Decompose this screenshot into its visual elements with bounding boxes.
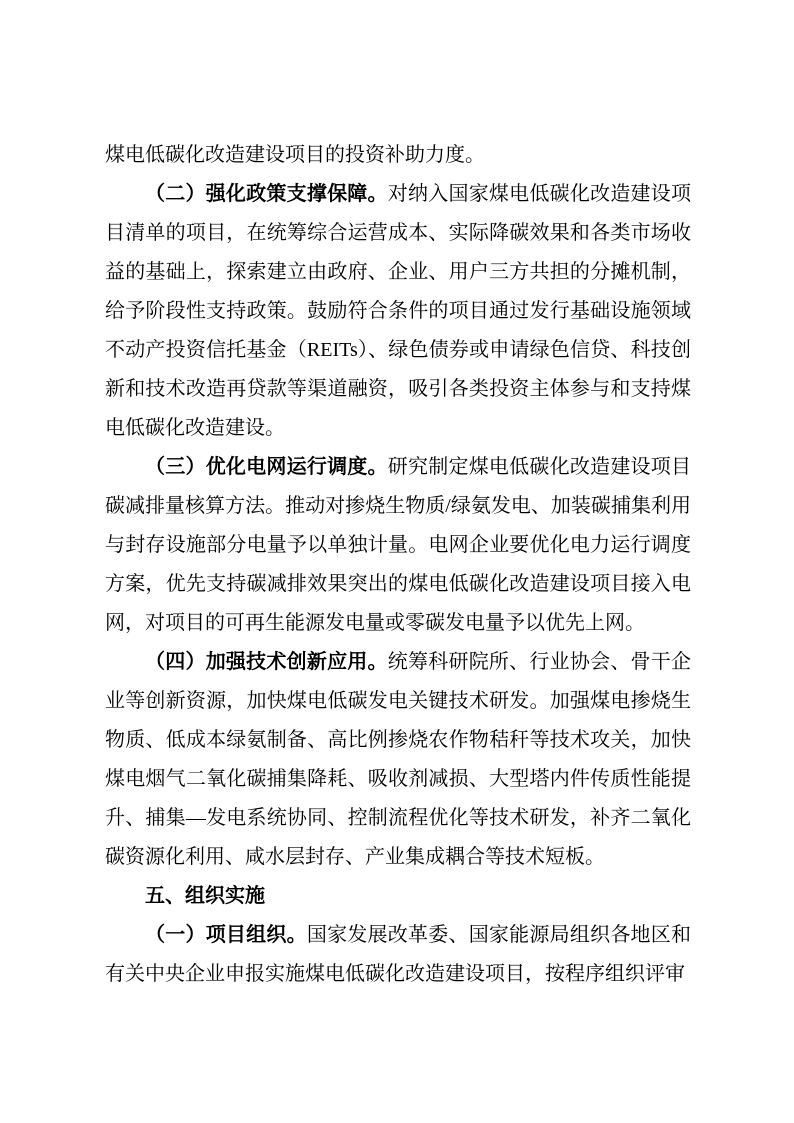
paragraph-text: 煤电低碳化改造建设项目的投资补助力度。 (105, 144, 485, 166)
document-content (105, 136, 691, 994)
section-heading-text: 五、组织实施 (145, 885, 265, 907)
paragraph-tech-innovation (105, 643, 691, 877)
paragraph-lead: （一）项目组织。 (145, 924, 307, 946)
section-heading (105, 877, 691, 916)
paragraph-lead: （三）优化电网运行调度。 (145, 456, 388, 478)
paragraph-text: 统筹科研院所、行业协会、骨干企业等创新资源，加快煤电低碳发电关键技术研发。加强煤电掺烧生物质、低成本绿氨制备、高比例掺烧农作物秸秆等技术攻关，加快煤电烟气二氧化碳捕集降耗、吸收剂减损、大型塔内件传质性能提升、捕集—发电系统协同、控制流程优化等技术研发，补齐二氧化碳资源化利用、咸水层封存、产业集成耦合等技术短板。 (105, 651, 692, 868)
paragraph-policy-support (105, 175, 691, 448)
paragraph-grid-dispatch (105, 448, 691, 643)
paragraph-text: 对纳入国家煤电低碳化改造建设项目清单的项目，在统筹综合运营成本、实际降碳效果和各类市场收益的基础上，探索建立由政府、企业、用户三方共担的分摊机制，给予阶段性支持政策。鼓励符合条件的项目通过发行基础设施领域不动产投资信托基金（REITs）、绿色债券或申请绿色信贷、科技创新和技术改造再贷款等渠道融资，吸引各类投资主体参与和支持煤电低碳化改造建设。 (105, 183, 692, 439)
paragraph-lead: （二）强化政策支撑保障。 (145, 183, 388, 205)
paragraph-text: 研究制定煤电低碳化改造建设项目碳减排量核算方法。推动对掺烧生物质/绿氨发电、加装碳捕集利用与封存设施部分电量予以单独计量。电网企业要优化电力运行调度方案，优先支持碳减排效果突出的煤电低碳化改造建设项目接入电网，对项目的可再生能源发电量或零碳发电量予以优先上网。 (105, 456, 692, 634)
paragraph-text: 国家发展改革委、国家能源局组织各地区和有关中央企业申报实施煤电低碳化改造建设项目，按程序组织评审 (105, 924, 692, 985)
paragraph-continuation (105, 136, 691, 175)
paragraph-lead: （四）加强技术创新应用。 (145, 651, 388, 673)
paragraph-project-organization (105, 916, 691, 994)
